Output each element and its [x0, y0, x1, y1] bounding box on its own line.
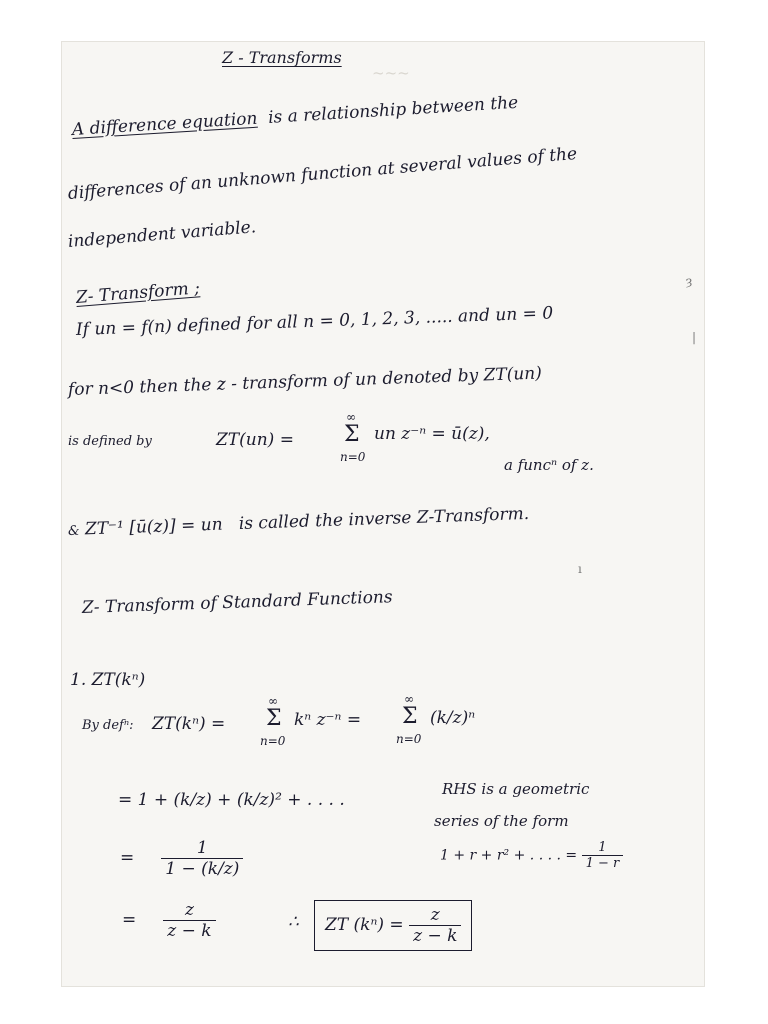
difference-equation-term: A difference equation	[71, 108, 258, 140]
geometric-series-terms: 1 + r + r² + . . . . =	[440, 847, 578, 864]
bleed-through-text: ~~~	[372, 64, 410, 82]
result-box	[314, 900, 472, 951]
margin-mark-1: ȝ	[686, 274, 693, 288]
formula-lhs: ZT(un) =	[216, 430, 294, 450]
geometric-sum-denominator: 1 − r	[582, 855, 624, 871]
inverse-z-transform-line	[68, 504, 530, 540]
summation-icon-2: Σ	[402, 704, 418, 729]
geometric-note-line-1: RHS is a geometric	[442, 780, 590, 798]
sigma-lower-limit-1: n=0	[260, 734, 286, 748]
page-title: Z - Transforms	[222, 48, 342, 67]
step-1-equals: =	[120, 848, 135, 868]
margin-mark-2: |	[692, 330, 697, 344]
defined-by-label: is defined by	[68, 434, 152, 449]
sigma-upper-limit-1: ∞	[268, 694, 278, 708]
z-transform-formula	[68, 410, 668, 482]
margin-mark-3: ı	[578, 562, 582, 576]
result-numerator: z	[430, 905, 440, 925]
definition-line-1	[71, 93, 518, 140]
definition-line-2: differences of an unknown function at several values of the	[67, 143, 578, 204]
function-of-z-note: a funcⁿ of z.	[504, 456, 594, 474]
step-1-frac	[161, 838, 243, 879]
step-2-equals: =	[122, 910, 137, 930]
notebook-page	[62, 42, 704, 986]
geometric-series-expansion: = 1 + (k/z) + (k/z)² + . . . .	[118, 790, 345, 810]
step-1-numerator: 1	[196, 838, 208, 858]
by-def-lhs: ZT(kⁿ) =	[152, 714, 226, 734]
geometric-sum-numerator: 1	[598, 840, 607, 855]
geometric-sum-fraction	[582, 840, 624, 871]
step-2-fraction	[122, 900, 216, 941]
by-def-rhs: (k/z)ⁿ	[430, 708, 476, 728]
sigma-lower-limit: n=0	[340, 450, 366, 464]
geometric-note-formula	[440, 840, 623, 871]
step-2-denominator: z − k	[163, 920, 215, 941]
summation-icon-1: Σ	[266, 706, 282, 731]
step-1-denominator: 1 − (k/z)	[161, 858, 243, 879]
inverse-description: is called the inverse Z-Transform.	[238, 503, 530, 535]
summation-icon: Σ	[344, 422, 360, 447]
result-lhs: ZT (kⁿ) =	[325, 915, 404, 935]
z-transform-definition-line-1: If un = f(n) defined for all n = 0, 1, 2, 3, ..... and un = 0	[75, 303, 554, 340]
sigma-upper-limit: ∞	[346, 410, 356, 424]
therefore-symbol: ∴	[288, 912, 299, 932]
formula-rhs: un z⁻ⁿ = ū(z),	[374, 424, 490, 444]
inverse-expression: ZT⁻¹ [ū(z)] = un	[84, 514, 223, 540]
by-def-middle: kⁿ z⁻ⁿ =	[294, 710, 362, 730]
geometric-note-line-2: series of the form	[434, 812, 569, 830]
step-2-numerator: z	[184, 900, 194, 920]
standard-functions-heading: Z- Transform of Standard Functions	[81, 587, 393, 618]
item-1-label: 1. ZT(kⁿ)	[70, 670, 146, 690]
step-1-fraction	[120, 838, 243, 879]
by-definition-label: By defⁿ:	[82, 718, 134, 733]
result-denominator: z − k	[409, 925, 461, 946]
definition-line-3: independent variable.	[67, 217, 257, 252]
result-fraction	[409, 905, 461, 946]
definition-text-1: is a relationship between the	[267, 92, 519, 128]
inverse-lead: &	[67, 523, 80, 539]
step-2-frac	[163, 900, 215, 941]
sigma-upper-limit-2: ∞	[404, 692, 414, 706]
by-definition-formula	[82, 692, 682, 762]
sigma-lower-limit-2: n=0	[396, 732, 422, 746]
z-transform-definition-line-2: for n<0 then the z - transform of un denoted by ZT(un)	[67, 363, 543, 400]
section-heading-z-transform: Z- Transform ;	[75, 278, 201, 308]
